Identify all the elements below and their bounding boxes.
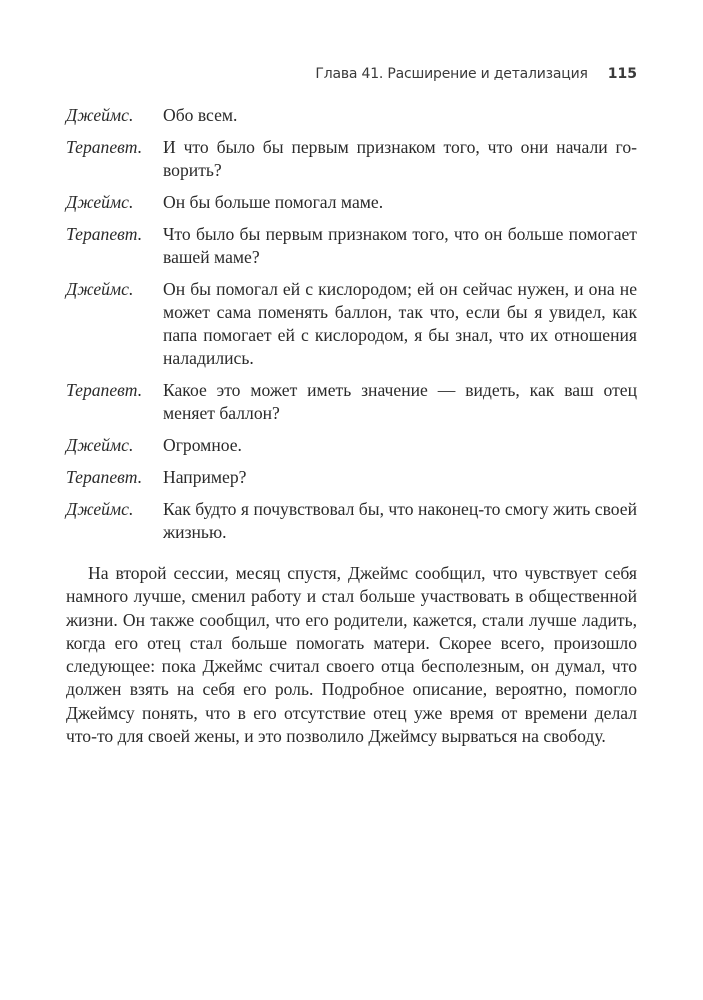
page-number: 115 <box>607 66 637 82</box>
dialogue-turn <box>66 498 637 544</box>
speech-text: Он бы больше помогал маме. <box>163 192 384 212</box>
dialogue-turn <box>66 278 637 370</box>
dialogue-turn <box>66 191 637 214</box>
speech-text: Огромное. <box>163 435 242 455</box>
speaker-name: Джеймс. <box>66 192 134 212</box>
speaker-name: Джеймс. <box>66 279 134 299</box>
speaker-name: Терапевт. <box>66 380 143 400</box>
speech-text: Что было бы первым признаком того, что он больше помогает вашей маме? <box>163 224 637 267</box>
dialogue-turn <box>66 223 637 269</box>
dialogue-turn <box>66 104 637 127</box>
dialogue-turn <box>66 136 637 182</box>
narrative-paragraph: На второй сессии, месяц спустя, Джеймс сообщил, что чувствует себя намного лучше, сменил работу и стал больше участвовать в общественной жизни. Он также сообщил, что его родители, кажется, стали лучше ладить, когда его отец стал больше помогать матери. Скорее всего, произошло следующее: пока Джеймс считал своего отца бесполезным, он думал, что должен взять на себя его роль. Подробное описание, вероятно, помогло Джеймсу понять, что в его отсутствие отец уже время от времени делал что-то для своей жены, и это позволило Джеймсу вырваться на свободу. <box>66 563 637 747</box>
running-head <box>315 66 637 82</box>
speech-text: Он бы помогал ей с кислородом; ей он сейчас нужен, и она не может сама поменять баллон, так что, если бы я увидел, как папа помогает ей с кислородом, я бы знал, что их отношения наладились. <box>163 279 637 368</box>
chapter-title: Глава 41. Расширение и детализация <box>315 66 588 82</box>
speaker-name: Джеймс. <box>66 105 134 125</box>
speech-text: Например? <box>163 467 247 487</box>
speaker-name: Терапевт. <box>66 137 143 157</box>
speech-text: Какое это может иметь значение — видеть, как ваш отец меняет баллон? <box>163 380 637 423</box>
dialogue-turn <box>66 434 637 457</box>
speaker-name: Терапевт. <box>66 467 143 487</box>
dialogue <box>66 104 637 553</box>
speech-text: Обо всем. <box>163 105 238 125</box>
dialogue-turn <box>66 379 637 425</box>
speaker-name: Терапевт. <box>66 224 143 244</box>
speaker-name: Джеймс. <box>66 435 134 455</box>
speaker-name: Джеймс. <box>66 499 134 519</box>
speech-text: И что было бы первым признаком того, что они начали говорить? <box>163 137 637 180</box>
dialogue-turn <box>66 466 637 489</box>
speech-text: Как будто я почувствовал бы, что наконец-то смогу жить своей жизнью. <box>163 499 637 542</box>
